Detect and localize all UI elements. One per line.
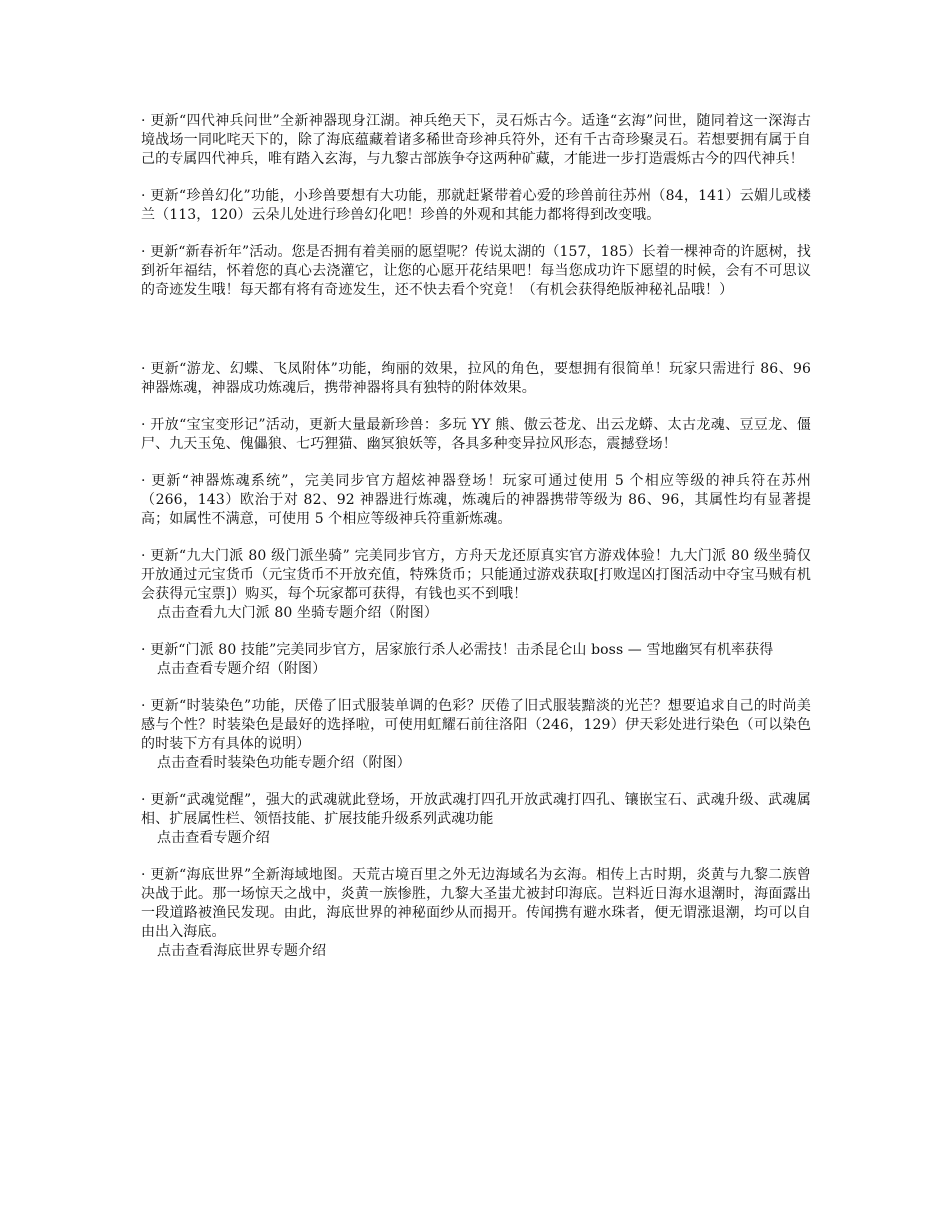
item-text: · 更新“新春祈年”活动。您是否拥有着美丽的愿望呢？传说太湖的（157，185）长着一棵神奇的许愿树，找到祈年福结，怀着您的真心去浇灌它，让您的心愿开花结果吧！每当您成功许下愿望的时候，会有不可思议的奇迹发生哦！每天都有将有奇迹发生，还不快去看个究竟！（有机会获得绝版神秘礼品哦！） [141,244,811,298]
item-text: · 更新“游龙、幻蝶、飞凤附体”功能，绚丽的效果，拉风的角色，要想拥有很简单！玩家只需进行 86、96 神器炼魂，神器成功炼魂后，携带神器将具有独特的附体效果。 [141,361,811,396]
item-text: · 开放“宝宝变形记”活动，更新大量最新珍兽：多玩 YY 熊、傲云苍龙、出云龙蟒、太古龙魂、豆豆龙、僵尸、九天玉兔、傀儡狼、七巧狸猫、幽冥狼妖等，各具多种变异拉风形态，震撼登场！ [141,417,811,452]
fashion-dye-link[interactable]: 点击查看时装染色功能专题介绍（附图） [157,755,411,771]
undersea-world-link[interactable]: 点击查看海底世界专题介绍 [157,943,327,959]
item-text: · 更新“九大门派 80 级门派坐骑” 完美同步官方，方舟天龙还原真实官方游戏体验！九大门派 80 级坐骑仅开放通过元宝货币（元宝货币不开放充值，特殊货币；只能通过游戏获取[打败逞凶打图活动中夺宝马贼有机会获得元宝票]）购买，每个玩家都可获得，有钱也买不到哦！ [141,548,811,602]
update-item-baby-transform [141,416,811,454]
item-text: · 更新“珍兽幻化”功能，小珍兽要想有大功能，那就赶紧带着心爱的珍兽前往苏州（84，141）云媚儿或楼兰（113，120）云朵儿处进行珍兽幻化吧！珍兽的外观和其能力都将得到改变哦。 [141,188,811,223]
martial-soul-link[interactable]: 点击查看专题介绍 [157,830,270,846]
update-item-four-gen-weapons [141,112,811,169]
update-item-dragon-butterfly-phoenix [141,360,811,398]
item-text: · 更新“四代神兵问世”全新神器现身江湖。神兵绝天下，灵石烁古今。适逢“玄海”问世，随同着这一深海古境战场一同叱咤天下的，除了海底蕴藏着诸多稀世奇珍神兵符外，还有千古奇珍聚灵石。若想要拥有属于自己的专属四代神兵，唯有踏入玄海，与九黎古部族争夺这两种矿藏，才能进一步打造震烁古今的四代神兵！ [141,113,811,167]
update-item-martial-soul [141,791,811,848]
document-body [141,112,811,979]
item-text: · 更新“武魂觉醒”，强大的武魂就此登场，开放武魂打四孔开放武魂打四孔、镶嵌宝石、武魂升级、武魂属相、扩展属性栏、领悟技能、扩展技能升级系列武魂功能 [141,792,811,827]
update-item-pet-transform [141,187,811,225]
update-item-sect-skills [141,641,811,679]
update-item-weapon-soul-system [141,472,811,529]
update-item-sect-mounts [141,547,811,623]
item-text: · 更新“神器炼魂系统”，完美同步官方超炫神器登场！玩家可通过使用 5 个相应等级的神兵符在苏州（266，143）欧治于对 82、92 神器进行炼魂，炼魂后的神器携带等级为 86、96，其属性均有显著提高；如属性不满意，可使用 5 个相应等级神兵符重新炼魂。 [141,473,811,527]
item-text: · 更新“海底世界”全新海域地图。天荒古境百里之外无边海域名为玄海。相传上古时期，炎黄与九黎二族曾决战于此。那一场惊天之战中，炎黄一族惨胜，九黎大圣蚩尤被封印海底。岂料近日海水退潮时，海面露出一段道路被渔民发现。由此，海底世界的神秘面纱从而揭开。传闻携有避水珠者，便无谓涨退潮，均可以自由出入海底。 [141,867,811,940]
sect-mounts-link[interactable]: 点击查看九大门派 80 坐骑专题介绍（附图） [157,605,438,621]
update-item-fashion-dye [141,697,811,773]
sect-skills-link[interactable]: 点击查看专题介绍（附图） [157,661,327,677]
update-item-new-year-prayer [141,243,811,300]
item-text: · 更新“门派 80 技能”完美同步官方，居家旅行杀人必需技！击杀昆仑山 boss — 雪地幽冥有机率获得 [141,642,774,658]
update-item-undersea-world [141,866,811,961]
item-text: · 更新“时装染色”功能，厌倦了旧式服装单调的色彩？厌倦了旧式服装黯淡的光芒？想要追求自己的时尚美感与个性？时装染色是最好的选择啦，可使用虹耀石前往洛阳（246，129）伊天彩处进行染色（可以染色的时装下方有具体的说明） [141,698,811,752]
